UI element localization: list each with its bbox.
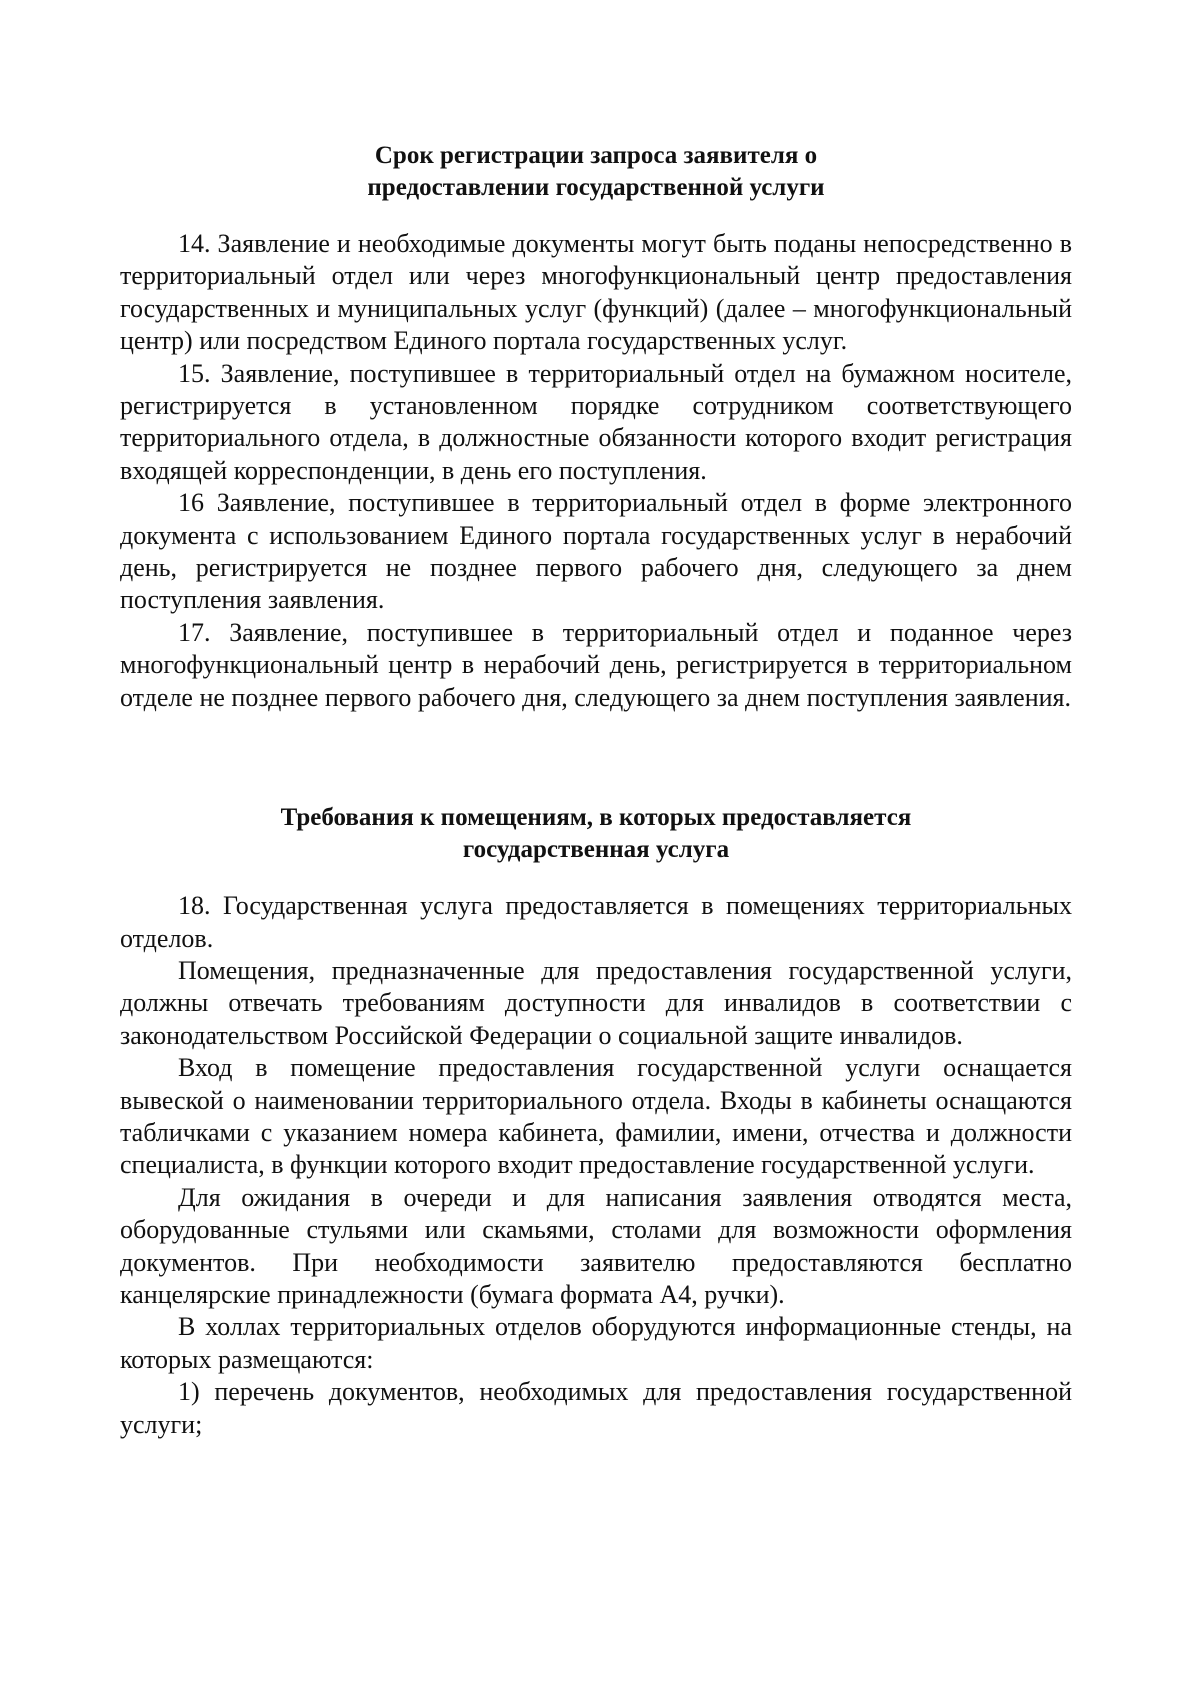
section-heading: [120, 140, 1072, 204]
paragraph-14: 14. Заявление и необходимые документы могут быть поданы непосредственно в территориальный отдел или через многофункциональный центр предоставления государственных и муниципальных услуг (функций) (далее – многофункциональный центр) или посредством Единого портала государственных услуг.: [120, 229, 1072, 356]
paragraph-15: 15. Заявление, поступившее в территориальный отдел на бумажном носителе, регистрируется в установленном порядке сотрудником соответствующего территориального отдела, в должностные обязанности которого входит регистрация входящей корреспонденции, в день его поступления.: [120, 358, 1072, 485]
heading-line: государственная услуга: [462, 836, 730, 864]
paragraph-accessibility: Помещения, предназначенные для предоставления государственной услуги, должны отвечать требованиям доступности для инвалидов в соответствии с законодательством Российской Федерации о социальной защите инвалидов.: [120, 955, 1072, 1050]
section-heading: [120, 802, 1072, 866]
paragraph-17: 17. Заявление, поступившее в территориальный отдел и поданное через многофункциональный центр в нерабочий день, регистрируется в территориальном отделе не позднее первого рабочего дня, следующего за днем поступления заявления.: [120, 617, 1072, 712]
section-premises-requirements: [120, 802, 1072, 1441]
paragraph-16: 16 Заявление, поступившее в территориальный отдел в форме электронного документа с использованием Единого портала государственных услуг в нерабочий день, регистрируется не позднее первого рабочего дня, следующего за днем поступления заявления.: [120, 488, 1072, 615]
paragraph-info-stands: В холлах территориальных отделов оборудуются информационные стенды, на которых размещаются:: [120, 1312, 1072, 1374]
list-item-1: 1) перечень документов, необходимых для предоставления государственной услуги;: [120, 1377, 1072, 1439]
heading-line: Требования к помещениям, в которых предоставляется: [280, 804, 912, 832]
heading-line: Срок регистрации запроса заявителя о: [374, 142, 818, 169]
paragraph-entrance-signage: Вход в помещение предоставления государственной услуги оснащается вывеской о наименовании территориального отдела. Входы в кабинеты оснащаются табличками с указанием номера кабинета, фамилии, имени, отчества и должности специалиста, в функции которого входит предоставление государственной услуги.: [120, 1053, 1072, 1180]
paragraph-waiting-area: Для ожидания в очереди и для написания заявления отводятся места, оборудованные стульями или скамьями, столами для возможности оформления документов. При необходимости заявителю предоставляются бесплатно канцелярские принадлежности (бумага формата А4, ручки).: [120, 1182, 1072, 1309]
heading-line: предоставлении государственной услуги: [367, 174, 825, 201]
paragraph-18: 18. Государственная услуга предоставляется в помещениях территориальных отделов.: [120, 891, 1072, 953]
section-registration-deadline: [120, 140, 1072, 714]
